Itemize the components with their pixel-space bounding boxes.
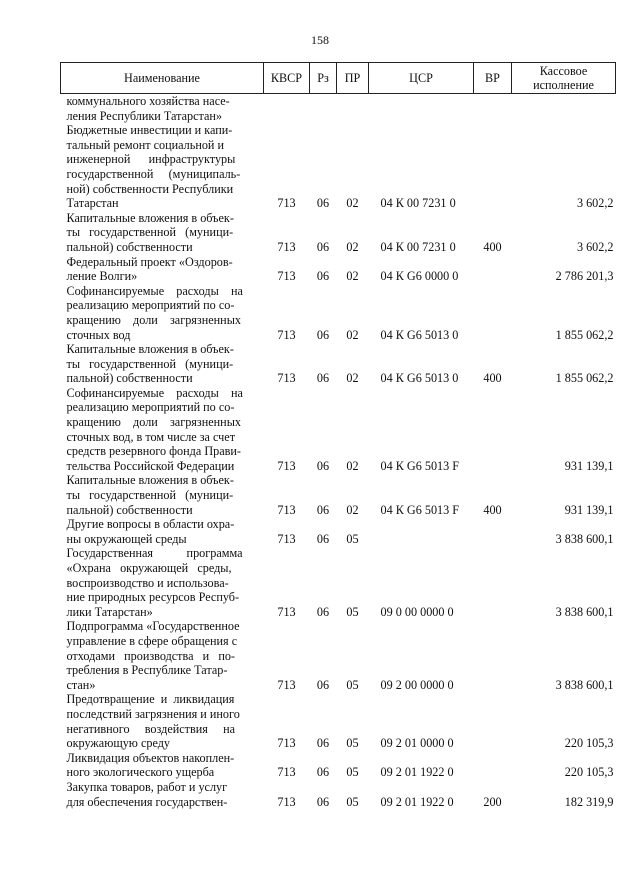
- cell-amount: 220 105,3: [564, 765, 614, 780]
- name-line: сточных вод, в том числе за счет: [66, 429, 236, 444]
- cell-vr: [474, 94, 512, 124]
- cell-rz: 06: [316, 794, 330, 809]
- name-line: Капитальные вложения в объек-: [66, 210, 234, 225]
- cell-vr: [474, 751, 512, 780]
- name-line: окружающую среду: [66, 736, 170, 751]
- cell-pr: 05: [346, 531, 359, 546]
- header-vr: ВР: [474, 63, 512, 94]
- cell-rz: 06: [316, 677, 330, 692]
- cell-vr: [474, 386, 512, 474]
- name-line: реализацию мероприятий по со-: [66, 298, 235, 313]
- name-line: коммунального хозяйства насе-: [66, 94, 230, 108]
- name-line: лики Татарстан»: [66, 604, 153, 619]
- cell-kvsr: 713: [277, 604, 296, 619]
- cell-pr: 05: [346, 765, 359, 780]
- name-line: кращению доли загрязненных: [66, 415, 241, 430]
- cell-vr: [474, 255, 512, 284]
- cell-rz: 06: [316, 736, 330, 751]
- cell-rz: 06: [316, 502, 330, 517]
- cell-vr: [474, 692, 512, 750]
- cell-amount: 1 855 062,2: [555, 371, 614, 386]
- cell-amount: 3 838 600,1: [555, 604, 614, 619]
- name-line: Государственная программа: [66, 546, 243, 561]
- cell-kvsr: 713: [277, 327, 296, 342]
- cell-rz: 06: [316, 327, 330, 342]
- cell-vr: [474, 619, 512, 692]
- cell-pr: 05: [346, 794, 359, 809]
- header-name: Наименование: [61, 63, 264, 94]
- table-row: [61, 546, 616, 619]
- cell-rz: 06: [316, 458, 330, 473]
- cell-amount: 931 139,1: [564, 502, 614, 517]
- table-row: [61, 284, 616, 342]
- cell-kvsr: 713: [277, 458, 296, 473]
- cell-pr: 02: [346, 196, 359, 211]
- name-line: сточных вод: [66, 327, 131, 342]
- cell-kvsr: 713: [277, 239, 296, 254]
- name-line: Ликвидация объектов накоплен-: [66, 750, 235, 765]
- cell-kvsr: 713: [277, 736, 296, 751]
- table-row: [61, 473, 616, 517]
- cell-kvsr: 713: [277, 502, 296, 517]
- header-amount: Кассовое исполнение: [512, 63, 616, 94]
- table-row: [61, 255, 616, 284]
- cell-amount: 3 838 600,1: [555, 677, 614, 692]
- name-line: ты государственной (муници-: [66, 225, 234, 240]
- cell-csr: 04 К G6 5013 0: [380, 327, 459, 342]
- table-body: [61, 94, 616, 810]
- name-line: воспроизводство и использова-: [66, 575, 229, 590]
- cell-csr: 04 К G6 0000 0: [380, 269, 459, 284]
- name-line: пальной) собственности: [66, 502, 193, 517]
- cell-amount: 182 319,9: [564, 794, 614, 809]
- cell-csr: 04 К 00 7231 0: [380, 196, 456, 211]
- table-row: [61, 751, 616, 780]
- name-line: негативного воздействия на: [66, 721, 236, 736]
- name-line: Подпрограмма «Государственное: [66, 619, 240, 634]
- table-header-row: [61, 63, 616, 94]
- table-row: [61, 211, 616, 255]
- cell-rz: 06: [316, 239, 330, 254]
- cell-name: [61, 211, 264, 255]
- cell-rz: 06: [316, 604, 330, 619]
- page-number: 158: [311, 33, 329, 47]
- name-line: кращению доли загрязненных: [66, 312, 241, 327]
- name-line: государственной (муниципаль-: [66, 166, 241, 181]
- cell-vr: [474, 123, 512, 211]
- table-row: [61, 517, 616, 546]
- cell-amount: 1 855 062,2: [555, 327, 614, 342]
- cell-vr: [474, 546, 512, 619]
- name-line: ной) собственности Республики: [66, 181, 234, 196]
- header-csr: ЦСР: [369, 63, 474, 94]
- cell-amount: 931 139,1: [564, 458, 614, 473]
- name-line: реализацию мероприятий по со-: [66, 400, 235, 415]
- name-line: ного экологического ущерба: [66, 765, 215, 780]
- cell-pr: 05: [346, 604, 359, 619]
- cell-vr: 400: [483, 239, 502, 254]
- cell-rz: 06: [316, 531, 330, 546]
- cell-vr: [474, 517, 512, 546]
- cell-csr: 04 К G6 5013 F: [380, 502, 460, 517]
- cell-kvsr: 713: [277, 371, 296, 386]
- cell-csr: 09 0 00 0000 0: [380, 604, 454, 619]
- cell-csr: [369, 94, 474, 124]
- cell-pr: 02: [346, 502, 359, 517]
- cell-kvsr: 713: [277, 794, 296, 809]
- header-rz: Рз: [310, 63, 337, 94]
- name-line: ние природных ресурсов Респуб-: [66, 590, 240, 605]
- name-line: Федеральный проект «Оздоров-: [66, 254, 233, 269]
- cell-csr: 04 К G6 5013 0: [380, 371, 459, 386]
- cell-csr: [369, 517, 474, 546]
- cell-rz: 06: [316, 371, 330, 386]
- cell-pr: 05: [346, 677, 359, 692]
- name-line: пальной) собственности: [66, 371, 193, 386]
- cell-name: [61, 517, 264, 546]
- cell-name: [61, 751, 264, 780]
- cell-name: [61, 546, 264, 619]
- cell-csr: 04 К G6 5013 F: [380, 458, 460, 473]
- name-line: ления Республики Татарстан»: [66, 108, 222, 123]
- name-line: Софинансируемые расходы на: [66, 283, 243, 298]
- table-row: [61, 342, 616, 386]
- cell-pr: 02: [346, 458, 359, 473]
- name-line: ление Волги»: [66, 269, 138, 284]
- cell-vr: [474, 284, 512, 342]
- cell-pr: 02: [346, 239, 359, 254]
- name-line: Софинансируемые расходы на: [66, 385, 243, 400]
- cell-pr: 02: [346, 371, 359, 386]
- cell-csr: 09 2 00 0000 0: [380, 677, 454, 692]
- cell-amount: 3 602,2: [576, 196, 614, 211]
- header-pr: ПР: [337, 63, 369, 94]
- cell-name: [61, 386, 264, 474]
- table-row: [61, 780, 616, 809]
- cell-rz: 06: [316, 196, 330, 211]
- cell-vr: 400: [483, 371, 502, 386]
- cell-name: [61, 692, 264, 750]
- cell-name: [61, 780, 264, 809]
- cell-rz: 06: [316, 269, 330, 284]
- cell-kvsr: 713: [277, 196, 296, 211]
- cell-name: [61, 123, 264, 211]
- cell-name: [61, 619, 264, 692]
- name-line: Закупка товаров, работ и услуг: [66, 779, 228, 794]
- table-row: [61, 94, 616, 124]
- cell-pr: 05: [346, 736, 359, 751]
- cell-amount: 220 105,3: [564, 736, 614, 751]
- cell-csr: 09 2 01 1922 0: [380, 794, 454, 809]
- name-line: средств резервного фонда Прави-: [66, 444, 241, 459]
- name-line: Предотвращение и ликвидация: [66, 692, 235, 707]
- cell-vr: 400: [483, 502, 502, 517]
- name-line: Татарстан: [66, 196, 119, 211]
- cell-amount: 3 602,2: [576, 239, 614, 254]
- name-line: ты государственной (муници-: [66, 488, 234, 503]
- name-line: отходами производства и по-: [66, 648, 235, 663]
- name-line: ты государственной (муници-: [66, 356, 234, 371]
- name-line: Капитальные вложения в объек-: [66, 342, 234, 357]
- header-kvsr: КВСР: [264, 63, 310, 94]
- table-row: [61, 692, 616, 750]
- cell-name: [61, 473, 264, 517]
- cell-amount: 3 838 600,1: [555, 531, 614, 546]
- cell-vr: 200: [483, 794, 502, 809]
- name-line: для обеспечения государствен-: [66, 794, 228, 809]
- name-line: тельства Российской Федерации: [66, 458, 235, 473]
- name-line: «Охрана окружающей среды,: [66, 561, 232, 575]
- cell-name: [61, 255, 264, 284]
- name-line: управление в сфере обращения с: [66, 633, 238, 648]
- table-row: [61, 619, 616, 692]
- cell-pr: [337, 94, 369, 124]
- name-line: Капитальные вложения в объек-: [66, 473, 234, 488]
- cell-rz: [310, 94, 337, 124]
- cell-csr: 04 К 00 7231 0: [380, 239, 456, 254]
- table-row: [61, 386, 616, 474]
- cell-rz: 06: [316, 765, 330, 780]
- budget-execution-table: [60, 62, 616, 809]
- name-line: инженерной инфраструктуры: [66, 152, 236, 167]
- name-line: требления в Республике Татар-: [66, 663, 228, 678]
- name-line: Другие вопросы в области охра-: [66, 517, 235, 532]
- cell-kvsr: 713: [277, 269, 296, 284]
- cell-kvsr: 713: [277, 677, 296, 692]
- name-line: Бюджетные инвестиции и капи-: [66, 123, 233, 138]
- cell-name: [61, 284, 264, 342]
- table-row: [61, 123, 616, 211]
- name-line: ны окружающей среды: [66, 531, 187, 546]
- name-line: тальный ремонт социальной и: [66, 137, 225, 152]
- cell-amount: [512, 94, 616, 124]
- cell-pr: 02: [346, 269, 359, 284]
- cell-pr: 02: [346, 327, 359, 342]
- cell-kvsr: 713: [277, 765, 296, 780]
- name-line: пальной) собственности: [66, 239, 193, 254]
- name-line: последствий загрязнения и иного: [66, 706, 240, 721]
- cell-kvsr: 713: [277, 531, 296, 546]
- cell-kvsr: [264, 94, 310, 124]
- cell-name: [61, 94, 264, 124]
- cell-name: [61, 342, 264, 386]
- name-line: стан»: [66, 677, 96, 692]
- cell-csr: 09 2 01 1922 0: [380, 765, 454, 780]
- cell-amount: 2 786 201,3: [555, 269, 614, 284]
- cell-csr: 09 2 01 0000 0: [380, 736, 454, 751]
